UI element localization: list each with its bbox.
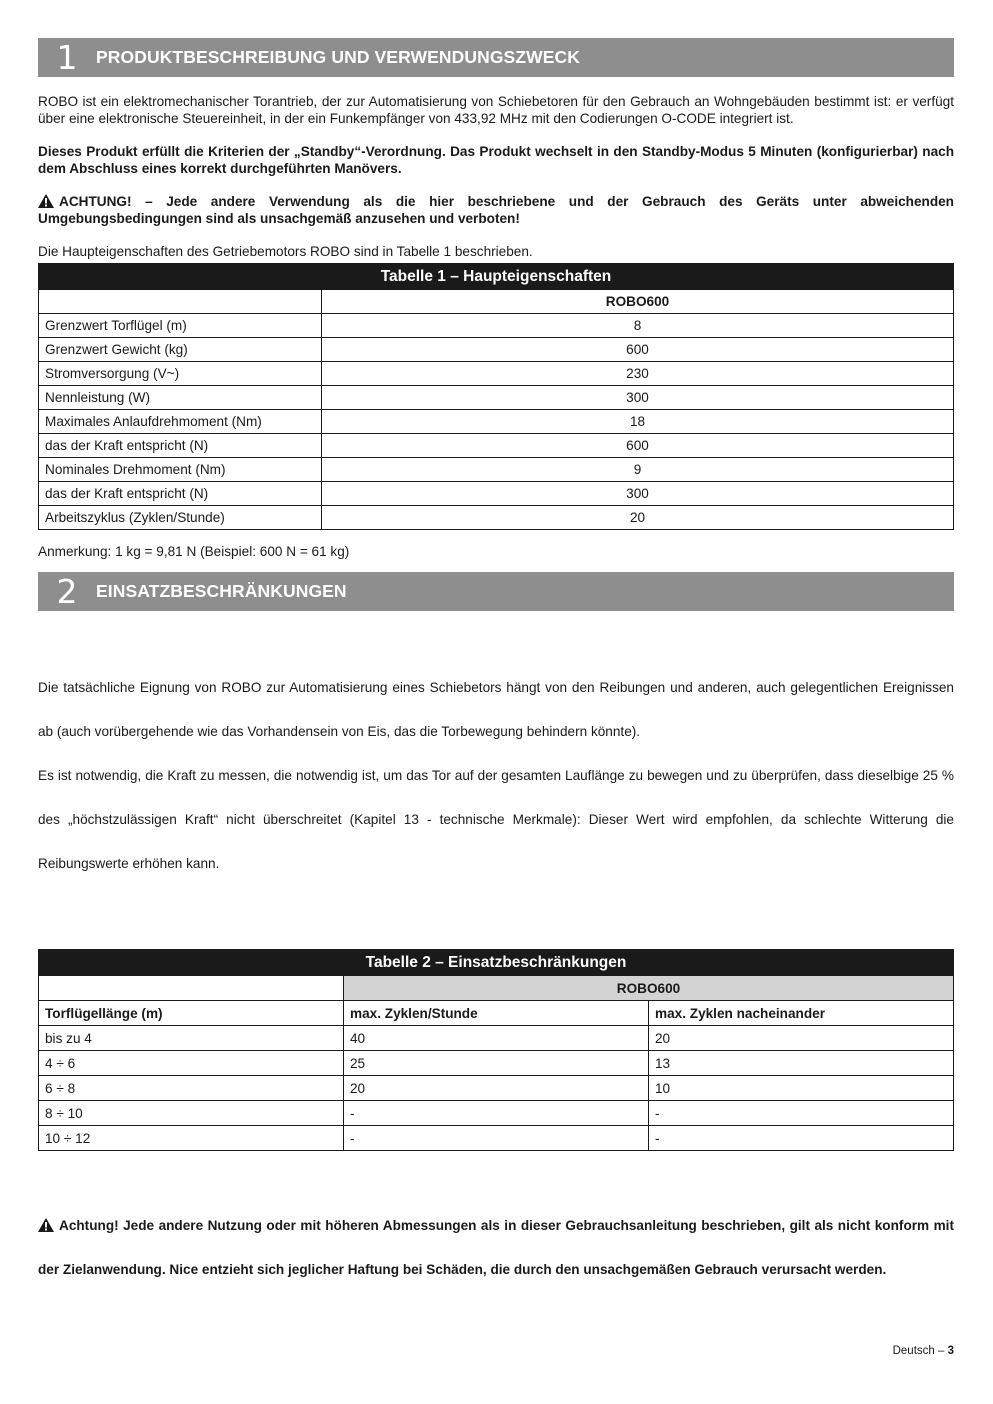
cell-cycles-hour: - <box>344 1101 649 1126</box>
table1-model: ROBO600 <box>322 290 954 314</box>
table2-empty-cell <box>39 976 344 1001</box>
table-row <box>39 1126 954 1151</box>
section-number: 2 <box>56 572 78 611</box>
table-row <box>39 506 954 530</box>
table2-model: ROBO600 <box>344 976 954 1001</box>
table-row <box>39 1101 954 1126</box>
table-row <box>39 362 954 386</box>
row-label: das der Kraft entspricht (N) <box>39 434 322 458</box>
cell-cycles-seq: - <box>649 1101 954 1126</box>
table-row <box>39 482 954 506</box>
col-header-cycles-hour: max. Zyklen/Stunde <box>344 1001 649 1026</box>
cell-cycles-seq: 13 <box>649 1051 954 1076</box>
limits-paragraph-1: Die tatsächliche Eignung von ROBO zur Automatisierung eines Schiebetors hängt von den Reibungen und anderen, auch gelegentlichen Ereignissen ab (auch vorübergehende wie das Vorhandensein von Eis, das die Torbewegung behindern könnte). <box>38 680 954 739</box>
row-label: Grenzwert Torflügel (m) <box>39 314 322 338</box>
section-number: 1 <box>56 38 78 77</box>
cell-length: 6 ÷ 8 <box>39 1076 344 1101</box>
table-row <box>39 458 954 482</box>
row-value: 300 <box>322 386 954 410</box>
cell-cycles-hour: 25 <box>344 1051 649 1076</box>
note: Anmerkung: 1 kg = 9,81 N (Beispiel: 600 N = 61 kg) <box>38 544 350 559</box>
cell-length: 8 ÷ 10 <box>39 1101 344 1126</box>
cell-length: 10 ÷ 12 <box>39 1126 344 1151</box>
table-row <box>39 1076 954 1101</box>
table-usage-limits <box>38 949 954 1151</box>
page-footer <box>893 1345 954 1357</box>
row-label: Stromversorgung (V~) <box>39 362 322 386</box>
standby-paragraph: Dieses Produkt erfüllt die Kriterien der „Standby“-Verordnung. Das Produkt wechselt in den Standby-Modus 5 Minuten (konfigurierbar) nach dem Abschluss eines korrekt durchgeführten Manövers. <box>38 144 954 176</box>
row-value: 20 <box>322 506 954 530</box>
cell-cycles-hour: - <box>344 1126 649 1151</box>
table1-empty-cell <box>39 290 322 314</box>
row-value: 18 <box>322 410 954 434</box>
section-title: PRODUKTBESCHREIBUNG UND VERWENDUNGSZWECK <box>96 47 580 67</box>
row-label: Nominales Drehmoment (Nm) <box>39 458 322 482</box>
warning-icon <box>38 1218 54 1232</box>
row-label: das der Kraft entspricht (N) <box>39 482 322 506</box>
row-label: Grenzwert Gewicht (kg) <box>39 338 322 362</box>
table2-title: Tabelle 2 – Einsatzbeschränkungen <box>39 950 954 976</box>
cell-cycles-seq: - <box>649 1126 954 1151</box>
col-header-length: Torflügellänge (m) <box>39 1001 344 1026</box>
row-value: 600 <box>322 434 954 458</box>
row-label: Nennleistung (W) <box>39 386 322 410</box>
intro-paragraph: ROBO ist ein elektromechanischer Torantrieb, der zur Automatisierung von Schiebetoren für den Gebrauch an Wohngebäuden bestimmt ist: er verfügt über eine elektronische Steuereinheit, in der ein Funkempfänger von 433,92 MHz mit den Codierungen O-CODE integriert ist. <box>38 94 954 126</box>
table-row <box>39 434 954 458</box>
table-row <box>39 1026 954 1051</box>
row-label: Maximales Anlaufdrehmoment (Nm) <box>39 410 322 434</box>
table-row <box>39 1051 954 1076</box>
table-row <box>39 338 954 362</box>
cell-length: bis zu 4 <box>39 1026 344 1051</box>
col-header-cycles-seq: max. Zyklen nacheinander <box>649 1001 954 1026</box>
warning-paragraph-1 <box>38 193 954 227</box>
section-header-2 <box>38 572 954 611</box>
warning-text-1: ACHTUNG! – Jede andere Verwendung als die hier beschriebene und der Gebrauch des Geräts unter abweichenden Umgebungsbedingungen sind als unsachgemäß anzusehen und verboten! <box>38 194 954 226</box>
table-row <box>39 386 954 410</box>
row-value: 8 <box>322 314 954 338</box>
section-title: EINSATZBESCHRÄNKUNGEN <box>96 581 347 601</box>
table-main-properties <box>38 263 954 530</box>
table-row <box>39 410 954 434</box>
row-label: Arbeitszyklus (Zyklen/Stunde) <box>39 506 322 530</box>
cell-length: 4 ÷ 6 <box>39 1051 344 1076</box>
row-value: 230 <box>322 362 954 386</box>
cell-cycles-hour: 40 <box>344 1026 649 1051</box>
limits-paragraph-2: Es ist notwendig, die Kraft zu messen, die notwendig ist, um das Tor auf der gesamten Lauflänge zu bewegen und zu überprüfen, dass dieselbige 25 % des „höchstzulässigen Kraft“ nicht überschreitet (Kapitel 13 - technische Merkmale): Dieser Wert wird empfohlen, da schlechte Witterung die Reibungswerte erhöhen kann. <box>38 768 954 871</box>
footer-language: Deutsch – <box>892 1345 945 1357</box>
cell-cycles-hour: 20 <box>344 1076 649 1101</box>
page-number: 3 <box>947 1345 954 1357</box>
warning-text-2: Achtung! Jede andere Nutzung oder mit höheren Abmessungen als in dieser Gebrauchsanleitung beschrieben, gilt als nicht konform mit der Zielanwendung. Nice entzieht sich jeglicher Haftung bei Schäden, die durch den unsachgemäßen Gebrauch verursacht werden. <box>38 1218 954 1277</box>
warning-icon <box>38 194 54 208</box>
row-value: 600 <box>322 338 954 362</box>
table1-title: Tabelle 1 – Haupteigenschaften <box>39 264 954 290</box>
row-value: 9 <box>322 458 954 482</box>
cell-cycles-seq: 10 <box>649 1076 954 1101</box>
warning-paragraph-2 <box>38 1204 954 1292</box>
table-row <box>39 314 954 338</box>
table1-intro: Die Haupteigenschaften des Getriebemotors ROBO sind in Tabelle 1 beschrieben. <box>38 244 533 259</box>
cell-cycles-seq: 20 <box>649 1026 954 1051</box>
section-header-1 <box>38 38 954 77</box>
row-value: 300 <box>322 482 954 506</box>
